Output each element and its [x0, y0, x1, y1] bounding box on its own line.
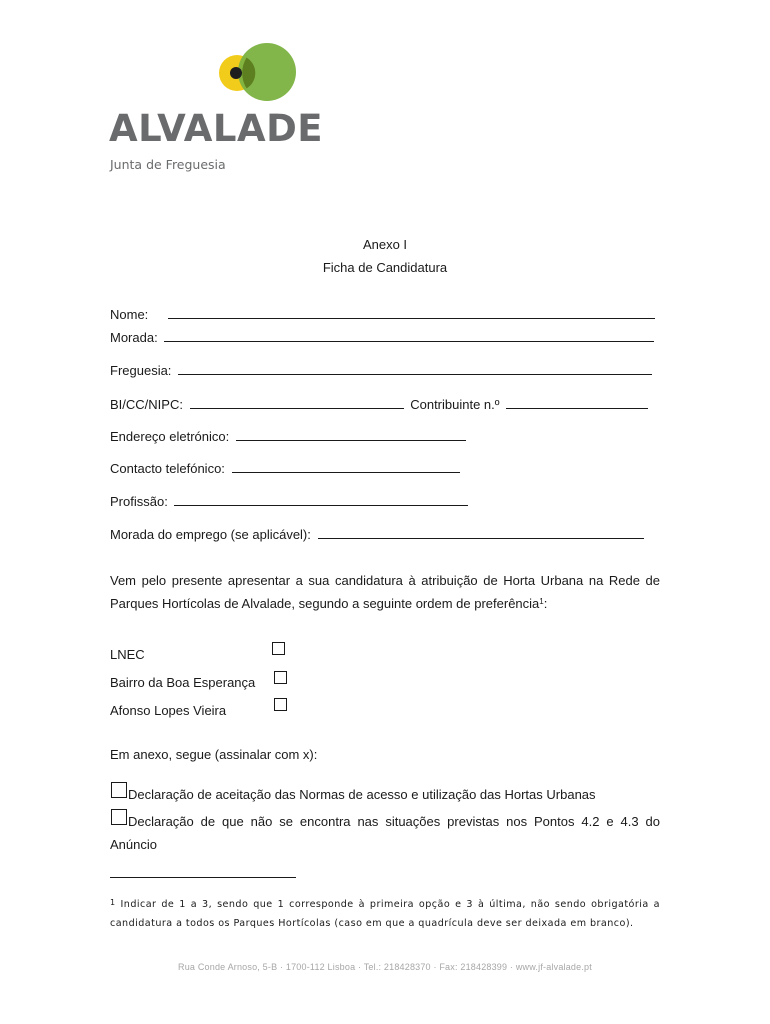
field-profissao — [110, 494, 468, 510]
page-footer: Rua Conde Arnoso, 5-B · 1700-112 Lisboa · Tel.: 218428370 · Fax: 218428399 · www.jf-alvalade.pt — [178, 962, 592, 972]
field-nome — [110, 307, 655, 323]
field-freguesia — [110, 363, 652, 379]
footnote-divider — [110, 877, 296, 878]
option-boa-esperanca-label: Bairro da Boa Esperança — [110, 675, 256, 690]
field-nome-label: Nome: — [110, 307, 149, 322]
option-lnec-label: LNEC — [110, 647, 145, 662]
field-email — [110, 429, 466, 445]
field-profissao-input-line[interactable] — [174, 494, 468, 506]
field-email-input-line[interactable] — [236, 429, 466, 441]
field-telefone-label: Contacto telefónico: — [110, 461, 225, 476]
field-morada-input-line[interactable] — [164, 330, 654, 342]
field-bi-input-line[interactable] — [190, 397, 404, 409]
intro-paragraph — [110, 569, 660, 615]
option-lnec-checkbox[interactable] — [272, 642, 285, 655]
field-contribuinte-label: Contribuinte n.º — [410, 397, 500, 412]
brand-subtitle: Junta de Freguesia — [110, 157, 226, 172]
field-morada-emprego — [110, 527, 644, 543]
field-morada-emprego-label: Morada do emprego (se aplicável): — [110, 527, 311, 542]
field-morada-emprego-input-line[interactable] — [318, 527, 644, 539]
annex-heading: Em anexo, segue (assinalar com x): — [110, 747, 318, 762]
field-freguesia-label: Freguesia: — [110, 363, 172, 378]
intro-end: : — [543, 596, 548, 611]
field-profissao-label: Profissão: — [110, 494, 168, 509]
footnote-number: 1 — [110, 898, 116, 907]
field-telefone — [110, 461, 460, 477]
field-email-label: Endereço eletrónico: — [110, 429, 230, 444]
option-boa-esperanca-checkbox[interactable] — [274, 671, 287, 684]
annex-situacoes-label: Declaração de que não se encontra nas situações previstas nos Pontos 4.2 e 4.3 do Anúncio — [110, 814, 660, 852]
intro-text: Vem pelo presente apresentar a sua candidatura à atribuição de Horta Urbana na Rede de Parques Hortícolas de Alvalade, segundo a seguinte ordem de preferência — [110, 573, 660, 611]
footnote-ref: 1 — [539, 597, 544, 606]
document-subtitle: Ficha de Candidatura — [322, 260, 448, 275]
footnote-text: Indicar de 1 a 3, sendo que 1 corresponde à primeira opção e 3 à última, não sendo obrigatória a candidatura a todos os Parques Hortícolas (caso em que a quadrícula deve ser deixada em branco). — [110, 899, 660, 929]
field-bi — [110, 397, 648, 413]
option-afonso-lopes-vieira-label: Afonso Lopes Vieira — [110, 703, 227, 718]
field-freguesia-input-line[interactable] — [178, 363, 652, 375]
field-nome-input-line[interactable] — [168, 307, 655, 319]
brand-name: ALVALADE — [109, 107, 324, 150]
field-bi-label: BI/CC/NIPC: — [110, 397, 183, 412]
option-afonso-lopes-vieira-checkbox[interactable] — [274, 698, 287, 711]
annex-normas-label: Declaração de aceitação das Normas de acesso e utilização das Hortas Urbanas — [128, 787, 596, 802]
footnote — [110, 895, 660, 933]
field-morada — [110, 330, 654, 346]
document-title: Anexo I — [362, 237, 408, 252]
field-contribuinte-input-line[interactable] — [506, 397, 648, 409]
field-telefone-input-line[interactable] — [232, 461, 460, 473]
field-morada-label: Morada: — [110, 330, 158, 345]
alvalade-logo-icon — [216, 42, 296, 104]
annex-normas-checkbox[interactable] — [111, 782, 127, 798]
